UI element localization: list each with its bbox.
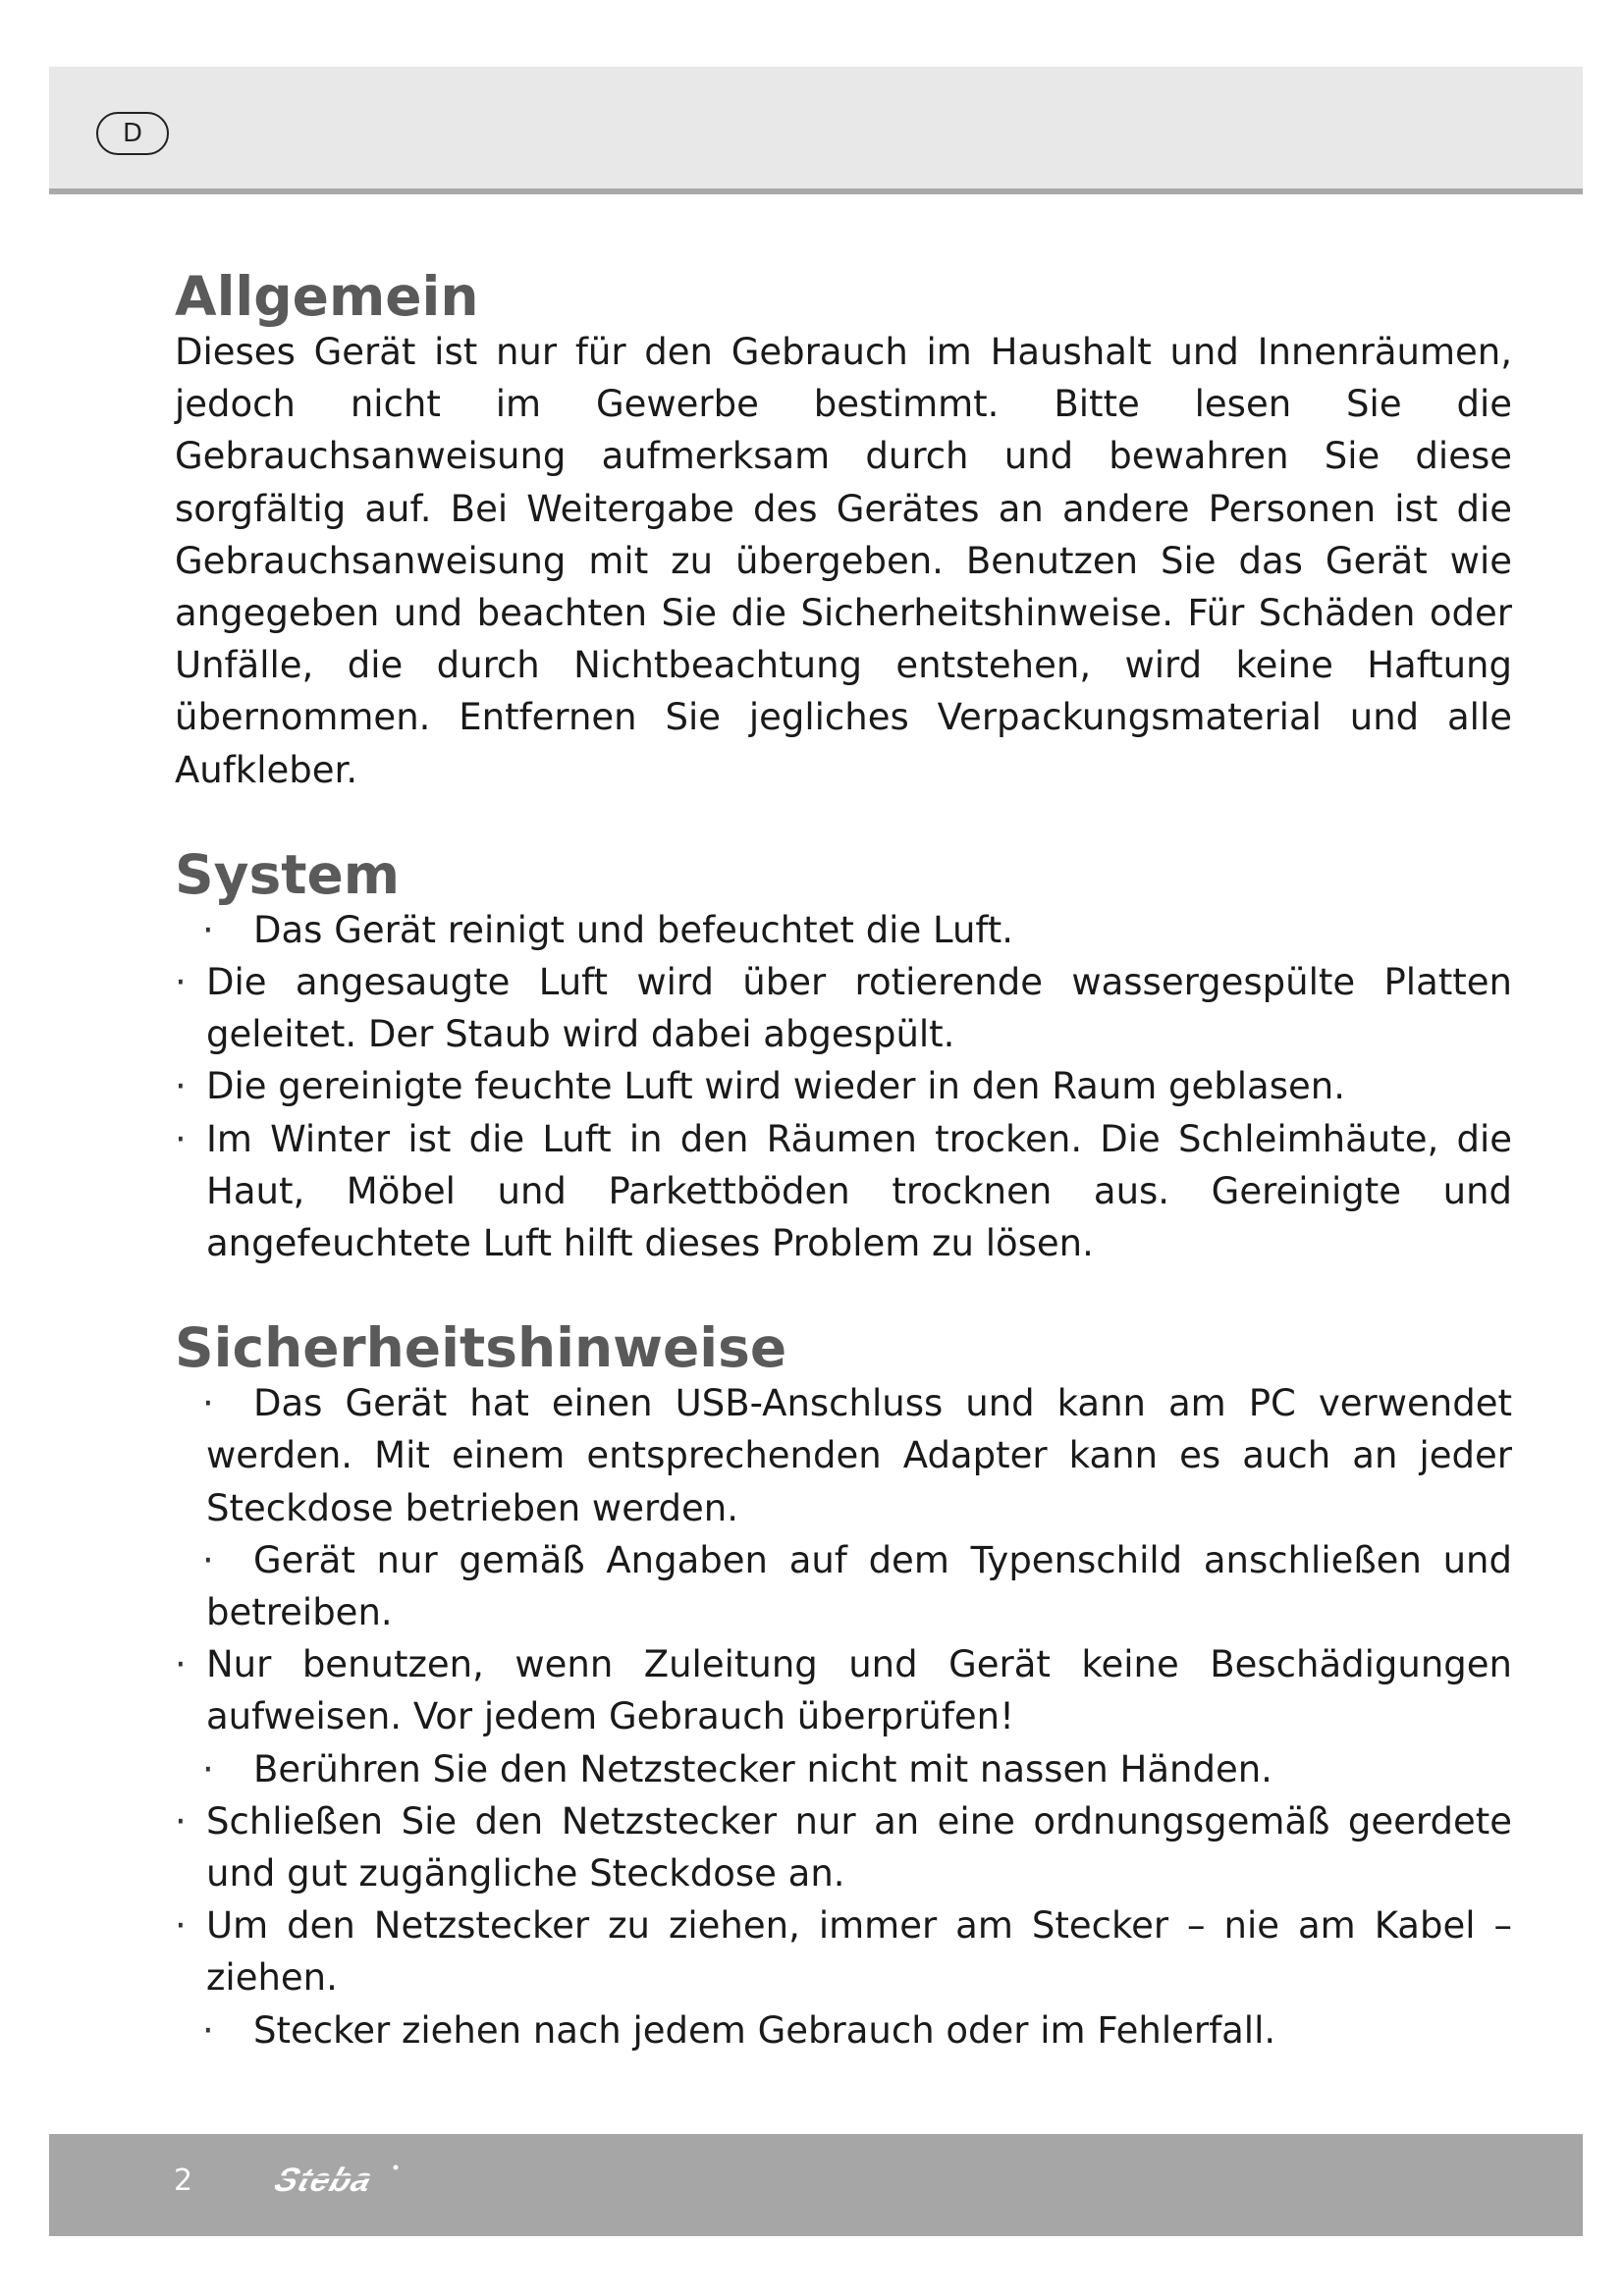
list-item — [175, 1899, 1512, 2003]
bullet-dot-icon: · — [175, 1065, 187, 1108]
section-spacer — [175, 1269, 1512, 1318]
steba-logo-graphic — [259, 2154, 426, 2209]
bullet-dot-icon: · — [175, 1117, 187, 1160]
list-item — [175, 1534, 1512, 1638]
list-item-text: Stecker ziehen nach jedem Gebrauch oder im Fehlerfall. — [253, 2008, 1276, 2052]
list-item-text: Das Gerät hat einen USB-Anschluss und kann am PC verwendet werden. Mit einem entsprechenden Adapter kann es auch an jeder Steckdose betrieben werden. — [206, 1382, 1512, 1529]
bullet-dot-icon: · — [175, 1643, 187, 1686]
section-spacer — [175, 796, 1512, 845]
list-item-text: Nur benutzen, wenn Zuleitung und Gerät keine Beschädigungen aufweisen. Vor jedem Gebrauch überprüfen! — [206, 1643, 1512, 1738]
bullet-dot-icon: · — [175, 1904, 187, 1948]
list-item — [175, 1743, 1512, 1795]
safety-bullet-list — [175, 1377, 1512, 2056]
bullet-dot-icon: · — [175, 1799, 187, 1842]
section-title-sicherheitshinweise: Sicherheitshinweise — [175, 1316, 787, 1380]
list-item-text: Schließen Sie den Netzstecker nur an eine ordnungsgemäß geerdete und gut zugängliche Steckdose an. — [206, 1799, 1512, 1896]
list-item — [175, 1795, 1512, 1899]
bullet-dot-icon: · — [175, 961, 187, 1004]
bullet-dot-icon: · — [202, 1382, 214, 1425]
list-item — [175, 1060, 1512, 1112]
bullet-dot-icon: · — [202, 1538, 214, 1581]
language-badge: D — [96, 112, 169, 155]
page-footer-band — [49, 2134, 1583, 2236]
allgemein-paragraph: Dieses Gerät ist nur für den Gebrauch im Haushalt und Innenräumen, jedoch nicht im Gewerbe bestimmt. Bitte lesen Sie die Gebrauchsanweisung aufmerksam durch und bewahren Sie diese sorgfältig auf. Bei Weitergabe des Gerätes an andere Personen ist die Gebrauchsanweisung mit zu übergeben. Benutzen Sie das Gerät wie angegeben und beachten Sie die Sicherheitshinweise. Für Schäden oder Unfälle, die durch Nichtbeachtung entstehen, wird keine Haftung übernommen. Entfernen Sie jegliches Verpackungsmaterial und alle Aufkleber. — [175, 331, 1512, 791]
bullet-dot-icon: · — [202, 908, 214, 951]
list-item-text: Die angesaugte Luft wird über rotierende wassergespülte Platten geleitet. Der Staub wird dabei abgespült. — [206, 961, 1512, 1056]
list-item — [175, 2004, 1512, 2056]
system-bullet-list — [175, 904, 1512, 1269]
logo-registered-mark-icon — [394, 2165, 399, 2170]
section-title-allgemein: Allgemein — [175, 265, 479, 328]
bullet-dot-icon: · — [202, 2008, 214, 2052]
brand-wordmark: Steba — [270, 2161, 379, 2199]
steba-logo — [259, 2154, 426, 2209]
list-item — [175, 1638, 1512, 1742]
list-item-text: Gerät nur gemäß Angaben auf dem Typenschild anschließen und betreiben. — [206, 1538, 1512, 1634]
list-item-text: Berühren Sie den Netzstecker nicht mit nassen Händen. — [253, 1747, 1272, 1790]
list-item-text: Das Gerät reinigt und befeuchtet die Luft. — [253, 908, 1014, 951]
page-header-band — [49, 67, 1583, 194]
page-number: 2 — [174, 2163, 193, 2198]
list-item-text: Im Winter ist die Luft in den Räumen trocken. Die Schleimhäute, die Haut, Möbel und Parkettböden trocknen aus. Gereinigte und angefeuchtete Luft hilft dieses Problem zu lösen. — [206, 1117, 1512, 1265]
list-item-text: Um den Netzstecker zu ziehen, immer am Stecker – nie am Kabel – ziehen. — [206, 1904, 1512, 2000]
list-item — [175, 956, 1512, 1060]
page-content — [175, 267, 1512, 2056]
list-item — [175, 1377, 1512, 1534]
bullet-dot-icon: · — [202, 1747, 214, 1790]
list-item — [175, 904, 1512, 956]
list-item — [175, 1113, 1512, 1270]
section-title-system: System — [175, 842, 401, 906]
list-item-text: Die gereinigte feuchte Luft wird wieder in den Raum geblasen. — [206, 1065, 1345, 1108]
